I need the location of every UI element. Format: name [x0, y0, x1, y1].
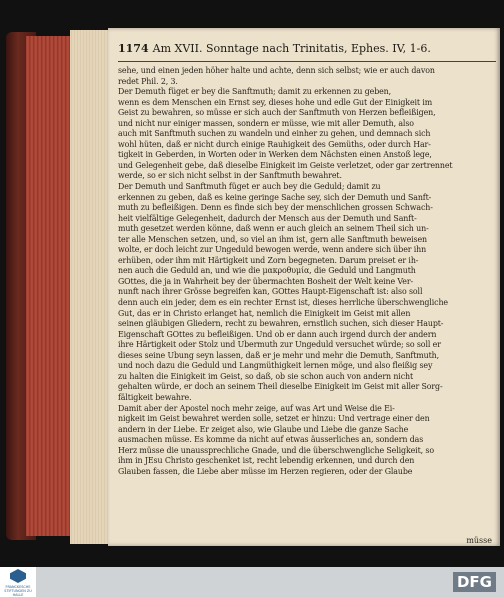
text-line: GOttes, die ja in Wahrheit bey der übermachten Bosheit der Welt keine Ver- [118, 276, 414, 286]
text-line: Damit aber der Apostel noch mehr zeige, auf was Art und Weise die Ei- [118, 403, 395, 413]
page-number: 1174 [118, 42, 149, 55]
text-line: Glauben fassen, die Liebe aber müsse im Herzen regieren, oder der Glaube [118, 466, 413, 476]
dfg-logo: DFG [453, 572, 496, 592]
institution-logo-text: FRANCKESCHE STIFTUNGEN ZU HALLE [4, 585, 32, 597]
text-line: auch mit Sanftmuth suchen zu wandeln und einher zu gehen, und demnach sich [118, 129, 431, 139]
text-line: seinen gläubigen Gliedern, recht zu bewahren, ernstlich suchen, sich dieser Haupt- [118, 319, 444, 329]
text-line: andern in der Liebe. Er zeiget also, wie Glaube und Liebe die ganze Sache [118, 424, 409, 434]
text-line: Der Demuth füget er bey die Sanftmuth; damit zu erkennen zu geben, [118, 87, 392, 97]
text-line: nen auch die Geduld an, und wie die μακροθυμία, die Geduld und Langmuth [118, 266, 416, 276]
institution-logo [3, 568, 33, 596]
text-line: dieses seine Übung seyn lassen, daß er je mehr und mehr die Demuth, Sanftmuth, [118, 350, 439, 360]
text-line: ihm in JEsu Christo geschenket ist, recht lebendig erkennen, und durch den [118, 456, 415, 466]
text-line: denn auch ein jeder, dem es ein rechter Ernst ist, dieses herrliche überschwengliche [118, 298, 448, 308]
viewer-footer [0, 567, 504, 597]
header-rule [118, 61, 496, 62]
text-line: Der Demuth und Sanftmuth füget er auch bey die Geduld; damit zu [118, 182, 381, 192]
text-line: sehe, und einen jeden höher halte und achte, denn sich selbst; wie er auch davon [118, 66, 435, 75]
institution-logo-icon [10, 569, 26, 583]
text-line: wenn es dem Menschen ein Ernst sey, dieses hohe und edle Gut der Einigkeit im [118, 97, 433, 107]
catchword: müsse [466, 536, 492, 545]
text-line: wolte, er doch leicht zur Ungeduld bewogen werde, wenn andere sich über ihn [118, 245, 427, 255]
text-line: ausmachen müsse. Es komme da nicht auf etwas äusserliches an, sondern das [118, 435, 424, 445]
text-line: und Gelegenheit gebe, daß dieselbe Einigkeit im Geiste verletzet, oder gar zertrennet [118, 160, 453, 170]
text-line: und nicht nur einiger massen, sondern er müsse, wie mit aller Demuth, also [118, 118, 414, 128]
footer-strip [36, 567, 504, 597]
text-line: nigkeit im Geist bewahret werden solle, setzet er hinzu: Und vertrage einer den [118, 414, 430, 424]
text-line: gehalten würde, er doch an seinem Theil dieselbe Einigkeit im Geist mit aller Sorg- [118, 382, 443, 392]
text-line: zu halten die Einigkeit im Geist, so daß, ob sie schon auch von andern nicht [118, 371, 414, 381]
text-line: ter alle Menschen setzen, und, so viel an ihm ist, gern alle Sanftmuth beweisen [118, 234, 427, 244]
text-line: Eigenschaft GOttes zu befleißigen. Und ob er dann auch irgend durch der andern [118, 329, 437, 339]
text-line: werde, so er sich nicht selbst in der Sanftmuth bewahret. [118, 171, 342, 181]
text-line: tigkeit in Geberden, in Worten oder in Werken dem Nächsten einen Anstoß lege, [118, 150, 432, 160]
text-line: Gut, das er in Christo erlanget hat, nemlich die Einigkeit im Geist mit allen [118, 308, 411, 318]
running-header [118, 42, 496, 55]
page-stack [70, 30, 112, 544]
text-line: redet Phil. 2, 3. [118, 76, 178, 86]
text-line: nunft nach ihrer Grösse begreifen kan, GOttes Haupt-Eigenschaft ist: also soll [118, 287, 423, 297]
text-line: erhüben, oder ihm mit Härtigkeit und Zorn begegneten. Darum preiset er ih- [118, 255, 419, 265]
red-page-edges [26, 36, 72, 536]
text-line: ihre Härtigkeit oder Stolz und Übermuth zur Ungeduld versuchet würde; so soll er [118, 340, 441, 350]
page-body-text [118, 66, 500, 477]
text-line: wohl hüten, daß er nicht durch einige Rauhigkeit des Gemüths, oder durch Har- [118, 139, 431, 149]
page-title: Am XVII. Sonntage nach Trinitatis, Ephes. IV, 1-6. [152, 42, 431, 55]
text-line: fältigkeit bewahre. [118, 392, 192, 402]
text-line: Herz müsse die unaussprechliche Gnade, und die überschwengliche Seligkeit, so [118, 445, 434, 455]
text-line: und noch dazu die Geduld und Langmüthigkeit lernen möge, und also fleißig sey [118, 361, 433, 371]
text-line: erkennen zu geben, daß es keine geringe Sache sey, sich der Demuth und Sanft- [118, 192, 432, 202]
text-line: muth gesetzet werden könne, daß wenn er auch gleich an seinem Theil sich un- [118, 224, 429, 234]
text-line: heit vielfältige Gelegenheit, dadurch der Mensch aus der Demuth und Sanft- [118, 213, 417, 223]
book-page [108, 28, 500, 546]
text-line: Geist zu bewahren, so müsse er sich auch der Sanftmuth von Herzen befleißigen, [118, 108, 436, 118]
text-line: muth zu befleißigen. Denn es finde sich bey der menschlichen grossen Schwach- [118, 203, 433, 213]
